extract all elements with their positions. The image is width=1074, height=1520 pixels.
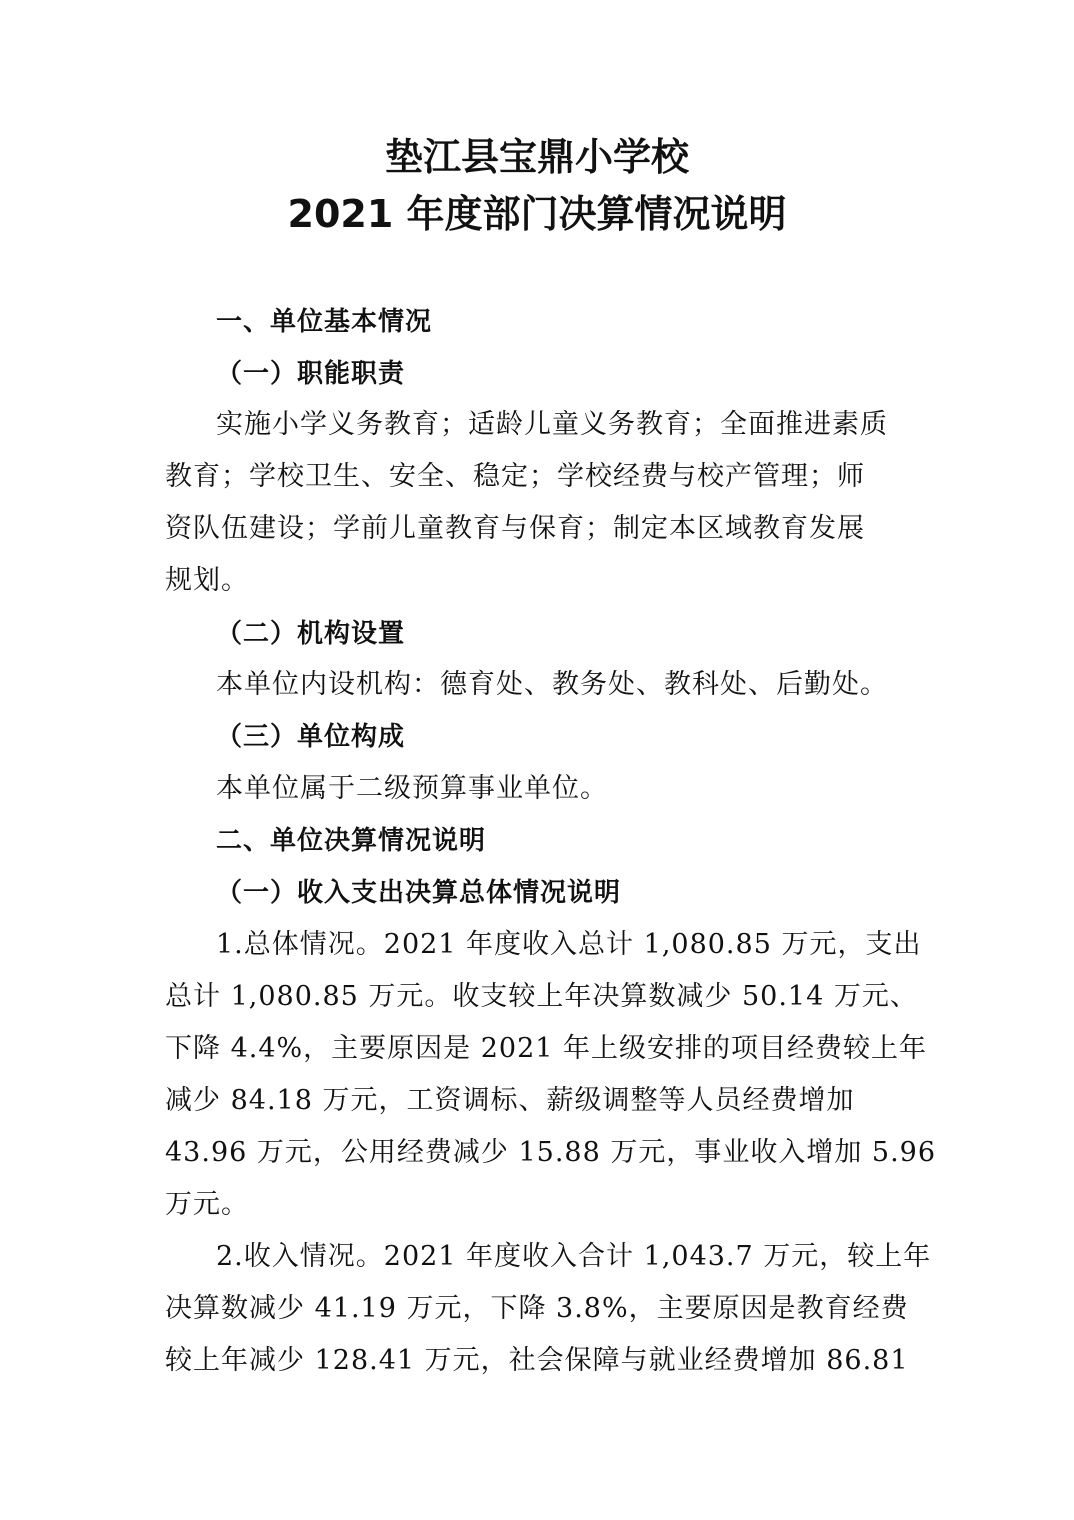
paragraph-line: 本单位属于二级预算事业单位。 xyxy=(216,773,608,804)
paragraph-line: 决算数减少 41.19 万元，下降 3.8%，主要原因是教育经费 xyxy=(165,1293,909,1324)
paragraph-line: 教育；学校卫生、安全、稳定；学校经费与校产管理；师 xyxy=(165,461,865,492)
paragraph-line: 万元。 xyxy=(165,1189,249,1220)
section-1-3-heading: （三）单位构成 xyxy=(216,722,406,752)
paragraph-line: 1.总体情况。2021 年度收入总计 1,080.85 万元，支出 xyxy=(216,929,922,960)
section-1-heading: 一、单位基本情况 xyxy=(216,307,433,337)
section-2-1-heading: （一）收入支出决算总体情况说明 xyxy=(216,878,622,908)
paragraph-line: 43.96 万元，公用经费减少 15.88 万元，事业收入增加 5.96 xyxy=(165,1137,937,1168)
paragraph-line: 2.收入情况。2021 年度收入合计 1,043.7 万元，较上年 xyxy=(216,1241,932,1272)
paragraph-line: 本单位内设机构：德育处、教务处、教科处、后勤处。 xyxy=(216,669,888,700)
paragraph-line: 总计 1,080.85 万元。收支较上年决算数减少 50.14 万元、 xyxy=(165,981,918,1012)
paragraph-line: 实施小学义务教育；适龄儿童义务教育；全面推进素质 xyxy=(216,409,888,440)
paragraph-line: 较上年减少 128.41 万元，社会保障与就业经费增加 86.81 xyxy=(165,1345,909,1376)
document-title-line1: 垫江县宝鼎小学校 xyxy=(384,135,689,179)
paragraph-line: 规划。 xyxy=(165,565,249,596)
section-1-1-heading: （一）职能职责 xyxy=(216,359,406,389)
section-2-heading: 二、单位决算情况说明 xyxy=(216,826,487,856)
document-title-line2: 2021 年度部门决算情况说明 xyxy=(287,192,787,236)
paragraph-line: 减少 84.18 万元，工资调标、薪级调整等人员经费增加 xyxy=(165,1085,855,1116)
section-1-2-heading: （二）机构设置 xyxy=(216,619,406,649)
paragraph-line: 资队伍建设；学前儿童教育与保育；制定本区域教育发展 xyxy=(165,513,865,544)
paragraph-line: 下降 4.4%，主要原因是 2021 年上级安排的项目经费较上年 xyxy=(165,1033,928,1064)
